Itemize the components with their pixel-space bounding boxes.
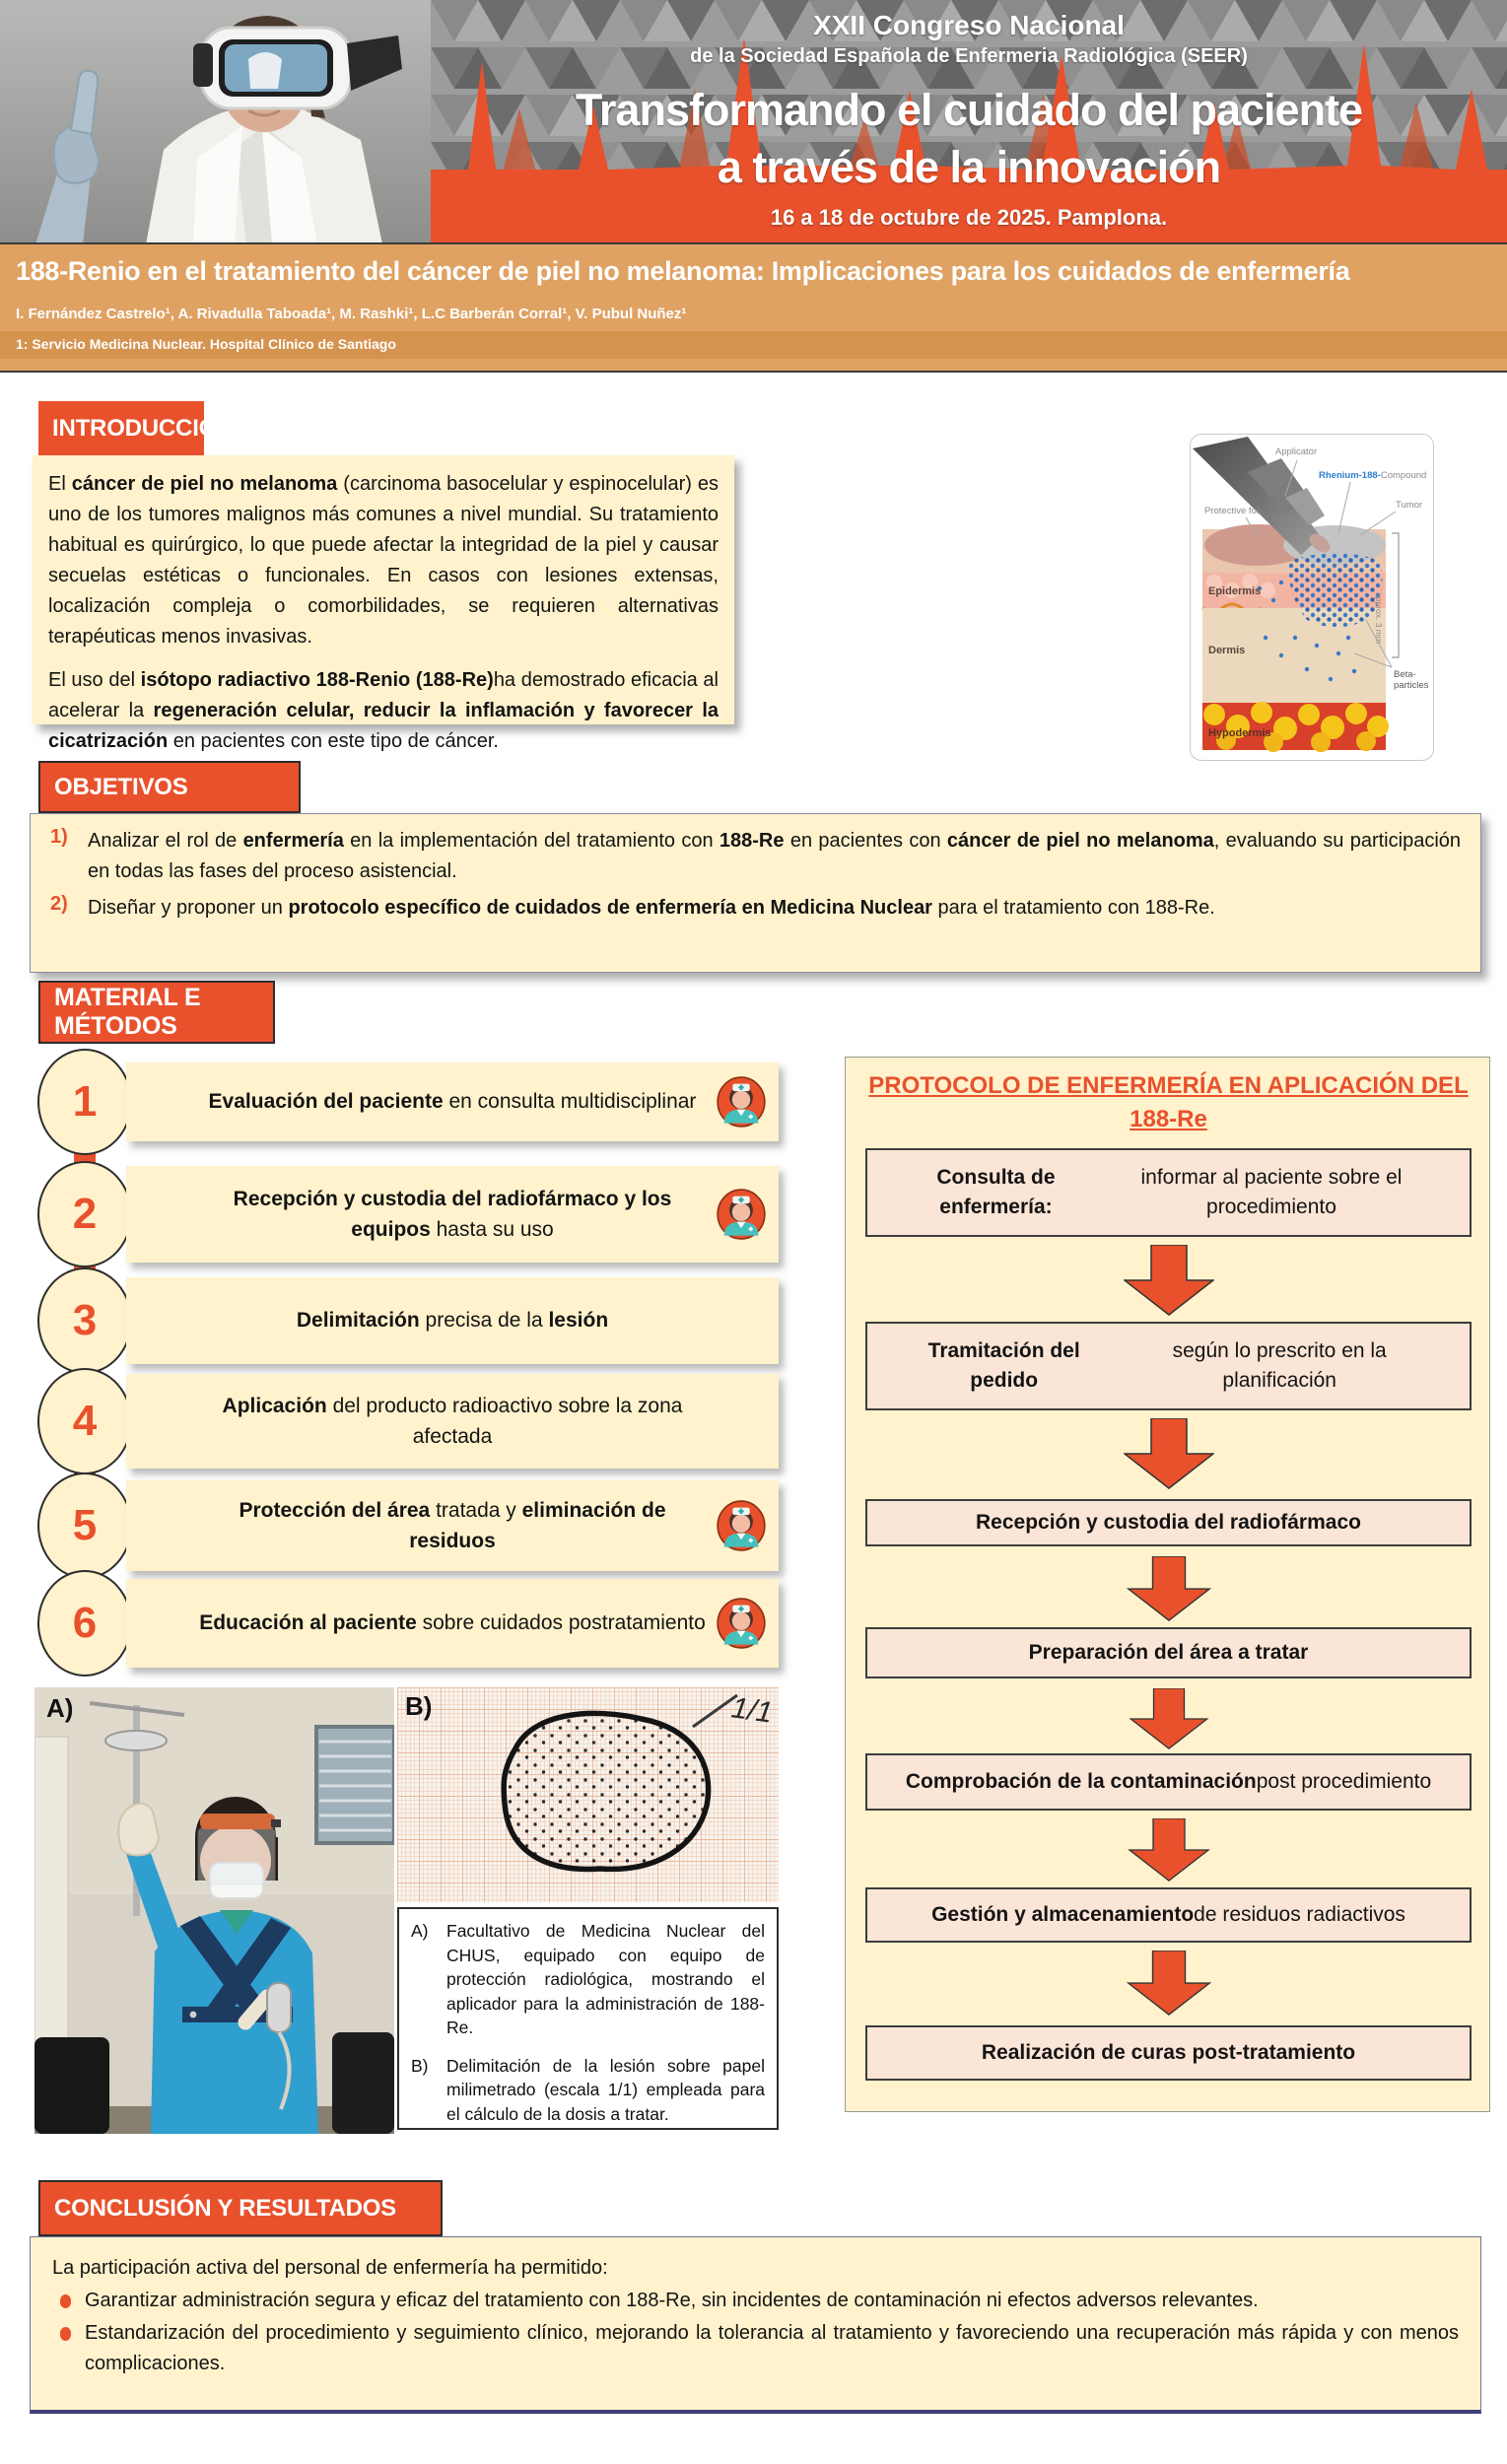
figure-a-photo	[34, 1687, 394, 2134]
figure-captions-box	[397, 1907, 779, 2130]
objetivo-item	[50, 826, 1461, 887]
nurse-icon	[716, 1598, 767, 1649]
step-box	[126, 1166, 779, 1263]
arrow-down-icon	[846, 1418, 1491, 1489]
section-header-conclusion: CONCLUSIÓN Y RESULTADOS	[38, 2180, 443, 2236]
skin-diagram	[1191, 435, 1433, 760]
protocol-step-box: Consulta de enfermería: informar al paciente sobre el procedimiento	[865, 1148, 1472, 1237]
skin-diagram-card	[1190, 434, 1434, 761]
arrow-down-icon	[846, 1818, 1491, 1882]
objetivo-text: Diseñar y proponer un protocolo específico de cuidados de enfermería en Medicina Nuclear para el tratamiento con 188-Re.	[88, 897, 1215, 919]
conclusion-bullet-text: Estandarización del procedimiento y seguimiento clínico, mejorando la tolerancia al tratamiento y favoreciendo una recuperación más rápida y con menos complicaciones.	[85, 2322, 1459, 2374]
step-text: Protección del área tratada y eliminación de residuos	[239, 1498, 666, 1552]
objetivo-number: 2)	[50, 893, 68, 915]
intro-paragraph-1: El cáncer de piel no melanoma (carcinoma basocelular y espinocelular) es uno de los tumores malignos más comunes a nivel mundial. Su tratamiento habitual es quirúrgico, lo que puede afectar la integridad de la piel y causar secuelas estéticas o funcionales. En casos con lesiones extensas, localización compleja o comorbilidades, se requieren alternativas terapéuticas menos invasivas.	[48, 473, 719, 648]
caption-b	[411, 2054, 765, 2127]
diagram-label-beta1: Beta-	[1394, 669, 1416, 680]
arrow-down-icon	[846, 1951, 1491, 2016]
conclusion-box	[30, 2236, 1481, 2414]
vr-photo	[0, 0, 431, 244]
step-box	[126, 1480, 779, 1571]
arrow-down-icon	[846, 1245, 1491, 1316]
congress-date-place: 16 a 18 de octubre de 2025. Pamplona.	[770, 205, 1168, 230]
conclusion-bullet	[52, 2286, 1459, 2316]
nurse-icon	[716, 1500, 767, 1551]
congress-name: XXII Congreso Nacional	[813, 10, 1125, 40]
step-text: Educación al paciente sobre cuidados postratamiento	[199, 1611, 706, 1635]
conclusion-bullet-text: Garantizar administración segura y eficaz del tratamiento con 188-Re, sin incidentes de contaminación ni efectos adversos relevantes.	[85, 2290, 1259, 2311]
bullet-icon	[60, 2327, 71, 2341]
step-box	[126, 1062, 779, 1141]
caption-b-text: Delimitación de la lesión sobre papel milimetrado (escala 1/1) empleada para el cálculo de la dosis a tratar.	[446, 2055, 765, 2124]
nurse-icon	[716, 1189, 767, 1240]
arrow-down-icon	[846, 1688, 1491, 1749]
step-number-circle: 6	[37, 1570, 132, 1677]
diagram-label-applicator: Applicator	[1274, 446, 1318, 457]
step-number-circle: 2	[37, 1161, 132, 1267]
section-header-introduccion: INTRODUCCIÓN	[38, 401, 204, 455]
svg-text:Rhenium-188-Compound	[1319, 470, 1426, 481]
caption-a	[411, 1919, 765, 2040]
step-box	[126, 1277, 779, 1364]
affiliation-band	[0, 331, 1507, 359]
objetivo-item	[50, 893, 1461, 924]
nurse-icon	[716, 1076, 767, 1128]
protocol-title: PROTOCOLO DE ENFERMERÍA EN APLICACIÓN DEL 188-Re	[868, 1072, 1469, 1132]
protocol-step-box: Comprobación de la contaminación post procedimiento	[865, 1753, 1472, 1811]
step-number-circle: 3	[37, 1267, 132, 1374]
diagram-label-compound: Compound	[1380, 470, 1427, 481]
congress-society: de la Sociedad Española de Enfermeria Radiológica (SEER)	[690, 45, 1248, 67]
step-text: Evaluación del paciente en consulta multidisciplinar	[208, 1090, 697, 1114]
figure-b-annotation: 1/1	[729, 1691, 775, 1730]
step-number-circle: 4	[37, 1368, 132, 1474]
objetivos-box	[30, 813, 1481, 973]
introduccion-box	[33, 455, 734, 752]
conclusion-intro: La participación activa del personal de enfermería ha permitido:	[52, 2257, 608, 2279]
step-box	[126, 1579, 779, 1668]
protocol-step-box: Gestión y almacenamiento de residuos radiactivos	[865, 1887, 1472, 1943]
step-number-circle: 1	[37, 1049, 132, 1155]
caption-b-number: B)	[411, 2055, 429, 2076]
intro-paragraph-2: El uso del isótopo radiactivo 188-Renio (188-Re)ha demostrado eficacia al acelerar la regeneración celular, reducir la inflamación y favorecer la cicatrización en pacientes con este tipo de cáncer.	[48, 669, 719, 752]
vr-photo-illustration	[0, 0, 431, 244]
protocol-step-box: Realización de curas post-tratamiento	[865, 2025, 1472, 2081]
congress-slogan-line2: a través de la innovación	[717, 142, 1221, 192]
affiliation-line: 1: Servicio Medicina Nuclear. Hospital Clínico de Santiago	[16, 336, 396, 352]
conclusion-bullet	[52, 2318, 1459, 2379]
step-text: Delimitación precisa de la lesión	[296, 1309, 609, 1333]
divider-title	[0, 371, 1507, 373]
section-header-material: MATERIAL E MÉTODOS	[38, 981, 275, 1044]
diagram-label-beta2: particles	[1394, 680, 1429, 691]
diagram-label-approx: approx. 3 mm	[1374, 592, 1384, 644]
section-header-objetivos: OBJETIVOS	[38, 761, 301, 813]
protocol-step-box: Recepción y custodia del radiofármaco	[865, 1499, 1472, 1546]
objetivo-number: 1)	[50, 826, 68, 848]
diagram-label-rhenium: Rhenium-188-	[1319, 470, 1381, 481]
bullet-icon	[60, 2294, 71, 2308]
protocol-panel	[845, 1057, 1490, 2112]
step-text: Recepción y custodia del radiofármaco y los equipos hasta su uso	[233, 1187, 672, 1241]
authors-line: I. Fernández Castrelo¹, A. Rivadulla Taboada¹, M. Rashki¹, L.C Barberán Corral¹, V. Pubul Nuñez¹	[16, 306, 687, 322]
diagram-label-dermis: Dermis	[1208, 645, 1246, 656]
figure-a-label: A)	[46, 1693, 74, 1723]
step-number-circle: 5	[37, 1472, 132, 1579]
figure-b-label: B)	[405, 1691, 433, 1721]
caption-a-text: Facultativo de Medicina Nuclear del CHUS, equipado con equipo de protección radiológica, mostrando el aplicador para la administración de 188-Re.	[446, 1921, 765, 2037]
figure-a-illustration	[34, 1687, 394, 2134]
page-title: 188-Renio en el tratamiento del cáncer de piel no melanoma: Implicaciones para los cuidados de enfermería	[16, 256, 1350, 286]
congress-slogan-line1: Transformando el cuidado del paciente	[575, 85, 1363, 135]
figure-b-photo	[397, 1687, 779, 1902]
objetivo-text: Analizar el rol de enfermería en la implementación del tratamiento con 188-Re en pacientes con cáncer de piel no melanoma, evaluando su participación en todas las fases del proceso asistencial.	[88, 830, 1462, 882]
arrow-down-icon	[846, 1556, 1491, 1621]
step-text: Aplicación del producto radioactivo sobre la zona afectada	[222, 1394, 683, 1448]
protocol-step-box: Tramitación del pedido según lo prescrito en la planificación	[865, 1322, 1472, 1410]
congress-banner	[431, 0, 1507, 244]
figure-b-illustration	[397, 1687, 779, 1902]
diagram-label-hypodermis: Hypodermis	[1208, 727, 1271, 739]
protocol-step-box: Preparación del área a tratar	[865, 1627, 1472, 1678]
diagram-label-epidermis: Epidermis	[1208, 585, 1262, 597]
diagram-label-protective-foil: Protective foil	[1204, 506, 1262, 516]
title-band	[0, 244, 1507, 371]
caption-a-number: A)	[411, 1921, 429, 1941]
step-box	[126, 1374, 779, 1469]
diagram-label-tumor: Tumor	[1396, 500, 1423, 511]
